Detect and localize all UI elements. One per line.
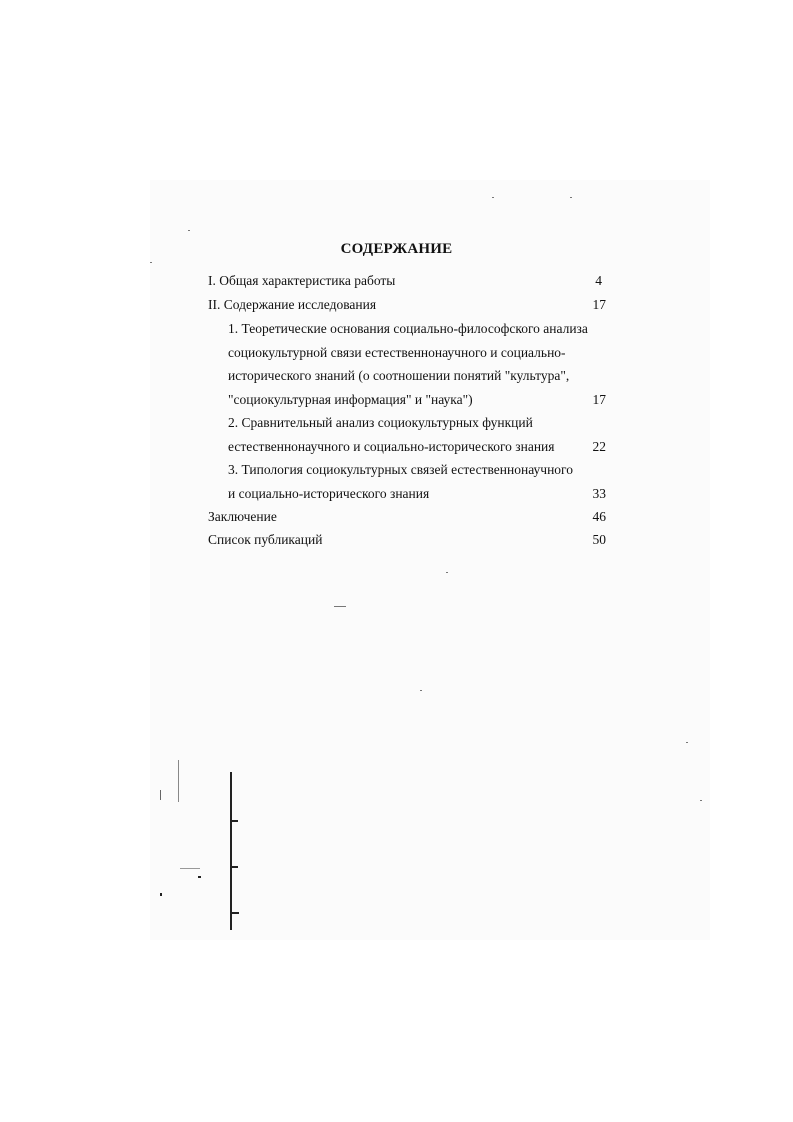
- toc-entry-research-content: II. Содержание исследования: [208, 297, 377, 312]
- toc-subentry-3-line-2: и социально-исторического знания: [228, 486, 430, 501]
- toc-subentry-3-line-1: 3. Типология социокультурных связей естественнонаучного: [228, 462, 573, 477]
- scan-artifact-tick: [232, 820, 238, 822]
- scan-speck: [334, 606, 346, 607]
- scan-artifact-line: [178, 760, 179, 802]
- scan-artifact-line: [230, 772, 232, 930]
- scan-artifact-mark: [180, 868, 200, 869]
- scan-artifact-mark: [160, 893, 162, 896]
- toc-subentry-1-line-3: исторического знаний (о соотношении понятий "культура",: [228, 368, 570, 383]
- scan-speck: [420, 690, 422, 691]
- scan-speck: [446, 572, 448, 573]
- toc-page-number: 17: [592, 297, 606, 312]
- scan-speck: [686, 742, 688, 743]
- scanned-sheet: [150, 180, 710, 940]
- toc-entry-conclusion: Заключение: [208, 509, 277, 524]
- toc-page-number: 22: [592, 439, 606, 454]
- toc-page-number: 4: [595, 273, 602, 288]
- toc-subentry-1-line-2: социокультурной связи естественнонаучного и социально-: [228, 345, 566, 360]
- toc-subentry-2-line-2: естественнонаучного и социально-исторического знания: [228, 439, 555, 454]
- scan-artifact-tick: [232, 866, 238, 868]
- toc-title: СОДЕРЖАНИЕ: [340, 241, 453, 257]
- toc-entry-publications: Список публикаций: [208, 532, 323, 547]
- scan-artifact-tick: [232, 912, 239, 914]
- scan-speck: [188, 230, 190, 231]
- scan-speck: [150, 262, 152, 263]
- toc-page-number: 46: [592, 509, 606, 524]
- scan-artifact-mark: [198, 876, 201, 878]
- scan-speck: [492, 197, 494, 198]
- scan-artifact-mark: [160, 790, 161, 800]
- toc-subentry-1-line-1: 1. Теоретические основания социально-философского анализа: [228, 321, 588, 336]
- toc-page-number: 33: [592, 486, 606, 501]
- toc-page-number: 50: [592, 532, 606, 547]
- toc-subentry-2-line-1: 2. Сравнительный анализ социокультурных функций: [228, 415, 533, 430]
- scan-speck: [570, 197, 572, 198]
- toc-page-number: 17: [592, 392, 606, 407]
- toc-entry-general-characteristics: I. Общая характеристика работы: [208, 273, 396, 288]
- toc-subentry-1-line-4: "социокультурная информация" и "наука"): [228, 392, 473, 407]
- scan-speck: [700, 800, 702, 801]
